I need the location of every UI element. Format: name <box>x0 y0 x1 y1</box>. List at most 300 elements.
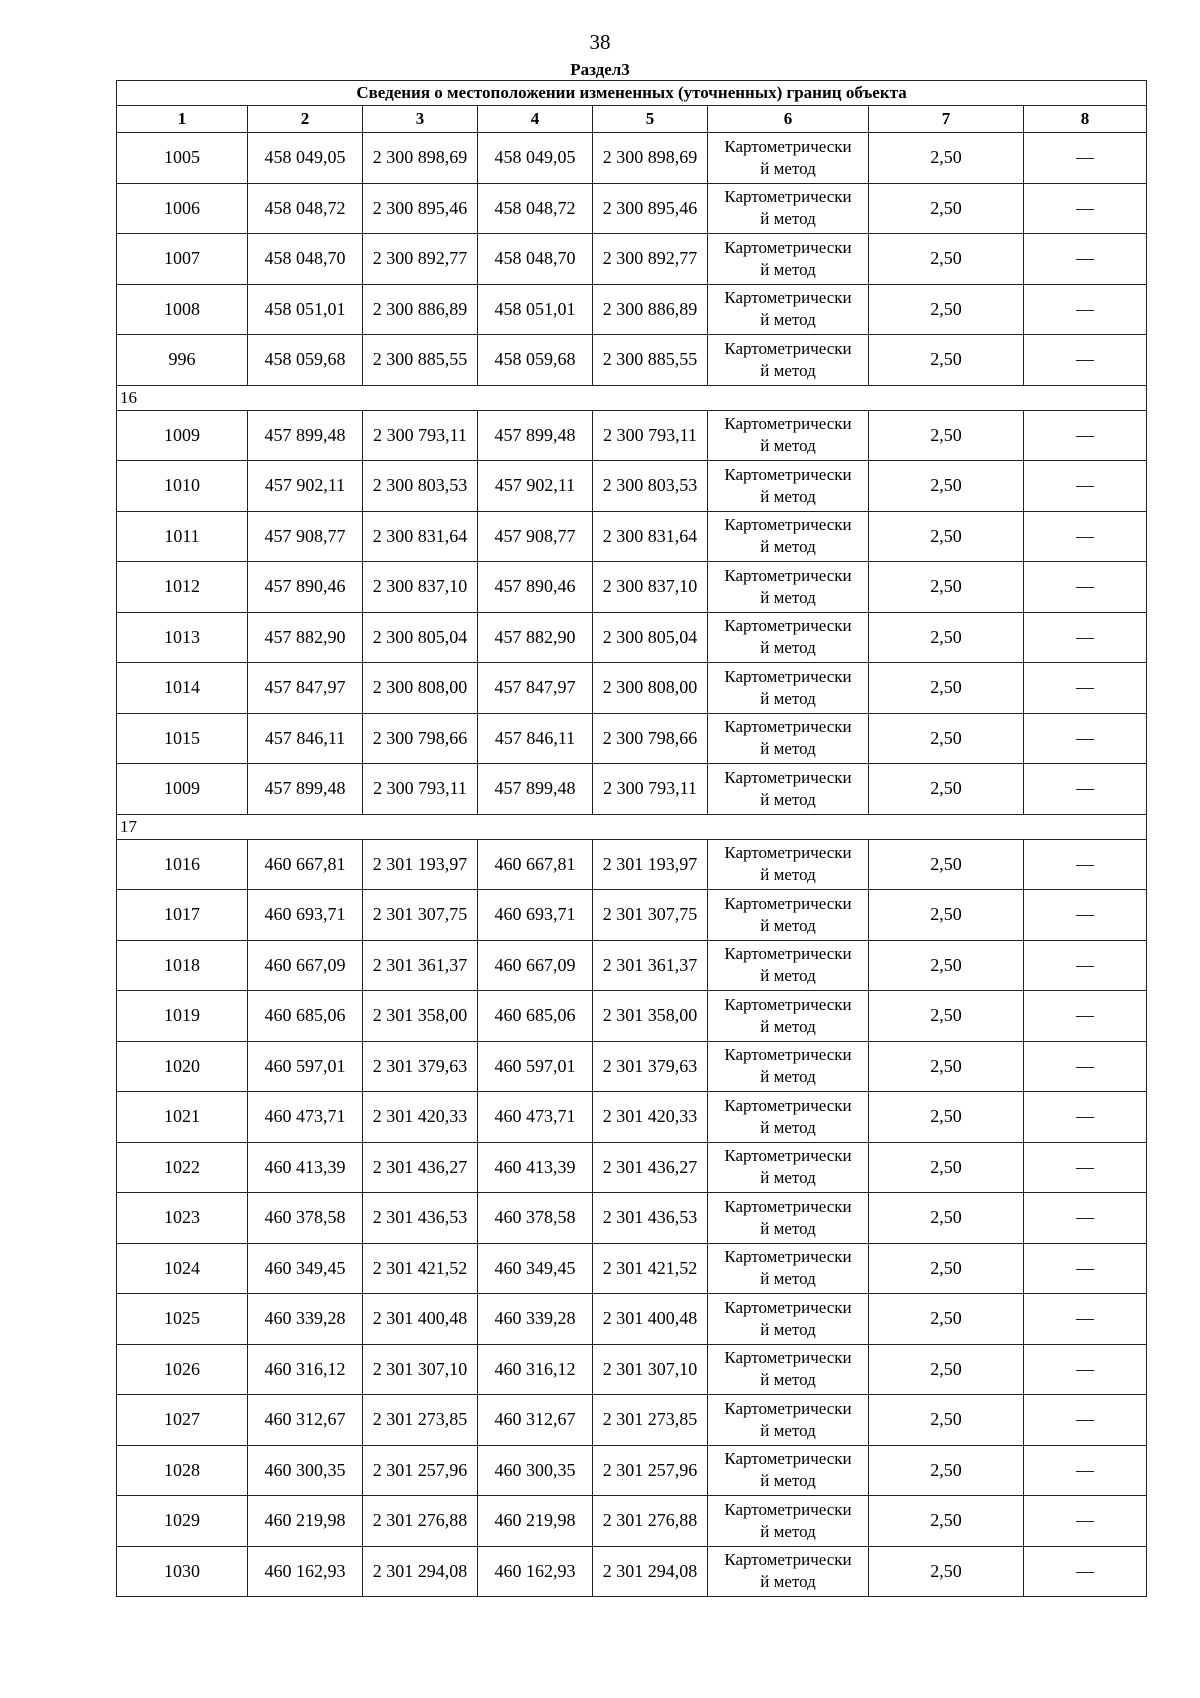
coord-y-existing-cell: 2 301 436,27 <box>363 1142 478 1193</box>
point-id-cell: 1014 <box>117 663 248 714</box>
coord-y-refined-cell: 2 301 276,88 <box>593 1496 708 1547</box>
table-row <box>117 562 1147 613</box>
group-header-row <box>117 814 1147 839</box>
coord-y-existing-cell: 2 301 361,37 <box>363 940 478 991</box>
table-row <box>117 713 1147 764</box>
accuracy-cell: 2,50 <box>869 612 1024 663</box>
method-line-2: й метод <box>760 537 816 557</box>
method-cell <box>708 1496 869 1547</box>
accuracy-cell: 2,50 <box>869 1193 1024 1244</box>
coord-x-refined-cell: 460 378,58 <box>478 1193 593 1244</box>
section-title: Раздел3 <box>570 60 630 79</box>
coord-x-existing-cell: 460 339,28 <box>248 1294 363 1345</box>
table-row <box>117 991 1147 1042</box>
method-cell <box>708 133 869 184</box>
point-id-cell: 1010 <box>117 461 248 512</box>
coord-y-existing-cell: 2 300 898,69 <box>363 133 478 184</box>
description-cell: — <box>1024 511 1147 562</box>
coord-y-existing-cell: 2 300 793,11 <box>363 410 478 461</box>
description-cell: — <box>1024 1445 1147 1496</box>
description-cell: — <box>1024 183 1147 234</box>
table-row <box>117 1344 1147 1395</box>
description-cell: — <box>1024 839 1147 890</box>
accuracy-cell: 2,50 <box>869 461 1024 512</box>
method-line-2: й метод <box>760 436 816 456</box>
table-row <box>117 410 1147 461</box>
coord-y-existing-cell: 2 300 798,66 <box>363 713 478 764</box>
coord-x-existing-cell: 460 300,35 <box>248 1445 363 1496</box>
coord-x-refined-cell: 460 413,39 <box>478 1142 593 1193</box>
method-line-2: й метод <box>760 1168 816 1188</box>
method-cell <box>708 1546 869 1597</box>
coord-y-refined-cell: 2 300 892,77 <box>593 234 708 285</box>
point-id-cell: 1026 <box>117 1344 248 1395</box>
group-number: 17 <box>117 814 1147 839</box>
coord-y-refined-cell: 2 300 898,69 <box>593 133 708 184</box>
group-header-row <box>117 385 1147 410</box>
coord-y-existing-cell: 2 301 420,33 <box>363 1092 478 1143</box>
point-id-cell: 1029 <box>117 1496 248 1547</box>
description-cell: — <box>1024 612 1147 663</box>
point-id-cell: 1021 <box>117 1092 248 1143</box>
group-number: 16 <box>117 385 1147 410</box>
method-line-2: й метод <box>760 1471 816 1491</box>
coord-y-refined-cell: 2 300 805,04 <box>593 612 708 663</box>
point-id-cell: 1020 <box>117 1041 248 1092</box>
coord-x-existing-cell: 460 667,81 <box>248 839 363 890</box>
accuracy-cell: 2,50 <box>869 183 1024 234</box>
method-line-2: й метод <box>760 1370 816 1390</box>
method-line-1: Картометрически <box>724 136 852 156</box>
coord-x-existing-cell: 458 048,70 <box>248 234 363 285</box>
point-id-cell: 1024 <box>117 1243 248 1294</box>
method-cell <box>708 991 869 1042</box>
method-line-2: й метод <box>760 360 816 380</box>
method-cell <box>708 335 869 386</box>
method-line-1: Картометрически <box>724 666 852 686</box>
accuracy-cell: 2,50 <box>869 1496 1024 1547</box>
method-line-2: й метод <box>760 865 816 885</box>
method-line-1: Картометрически <box>724 1146 852 1166</box>
coord-x-existing-cell: 458 049,05 <box>248 133 363 184</box>
point-id-cell: 1025 <box>117 1294 248 1345</box>
description-cell: — <box>1024 940 1147 991</box>
table-row <box>117 1294 1147 1345</box>
accuracy-cell: 2,50 <box>869 663 1024 714</box>
table-row <box>117 133 1147 184</box>
method-line-1: Картометрически <box>724 515 852 535</box>
coord-x-refined-cell: 460 597,01 <box>478 1041 593 1092</box>
coord-x-existing-cell: 457 882,90 <box>248 612 363 663</box>
method-line-1: Картометрически <box>724 1297 852 1317</box>
description-cell: — <box>1024 991 1147 1042</box>
accuracy-cell: 2,50 <box>869 839 1024 890</box>
table-body <box>117 133 1147 1597</box>
coord-y-existing-cell: 2 301 436,53 <box>363 1193 478 1244</box>
column-number-row <box>117 106 1147 133</box>
table-row <box>117 764 1147 815</box>
coord-x-refined-cell: 460 162,93 <box>478 1546 593 1597</box>
coord-x-refined-cell: 460 219,98 <box>478 1496 593 1547</box>
description-cell: — <box>1024 1142 1147 1193</box>
point-id-cell: 1019 <box>117 991 248 1042</box>
table-row <box>117 1243 1147 1294</box>
coord-y-existing-cell: 2 300 892,77 <box>363 234 478 285</box>
description-cell: — <box>1024 1041 1147 1092</box>
coord-x-refined-cell: 460 667,81 <box>478 839 593 890</box>
table-row <box>117 1193 1147 1244</box>
method-cell <box>708 890 869 941</box>
coord-x-existing-cell: 460 162,93 <box>248 1546 363 1597</box>
coord-y-refined-cell: 2 300 793,11 <box>593 410 708 461</box>
column-number: 6 <box>708 106 869 133</box>
accuracy-cell: 2,50 <box>869 133 1024 184</box>
method-cell <box>708 562 869 613</box>
coord-x-refined-cell: 460 667,09 <box>478 940 593 991</box>
accuracy-cell: 2,50 <box>869 1294 1024 1345</box>
point-id-cell: 1022 <box>117 1142 248 1193</box>
column-number: 8 <box>1024 106 1147 133</box>
description-cell: — <box>1024 234 1147 285</box>
description-cell: — <box>1024 1243 1147 1294</box>
coord-y-existing-cell: 2 301 257,96 <box>363 1445 478 1496</box>
description-cell: — <box>1024 1496 1147 1547</box>
method-cell <box>708 234 869 285</box>
accuracy-cell: 2,50 <box>869 1092 1024 1143</box>
coord-x-existing-cell: 457 899,48 <box>248 410 363 461</box>
coord-x-existing-cell: 460 597,01 <box>248 1041 363 1092</box>
method-line-2: й метод <box>760 259 816 279</box>
method-cell <box>708 461 869 512</box>
column-number: 7 <box>869 106 1024 133</box>
method-line-2: й метод <box>760 1319 816 1339</box>
point-id-cell: 1009 <box>117 410 248 461</box>
point-id-cell: 1013 <box>117 612 248 663</box>
method-cell <box>708 1445 869 1496</box>
table-row <box>117 1395 1147 1446</box>
coord-y-refined-cell: 2 301 257,96 <box>593 1445 708 1496</box>
coord-x-refined-cell: 460 339,28 <box>478 1294 593 1345</box>
coord-x-refined-cell: 458 051,01 <box>478 284 593 335</box>
point-id-cell: 1011 <box>117 511 248 562</box>
coord-y-refined-cell: 2 301 420,33 <box>593 1092 708 1143</box>
method-line-2: й метод <box>760 1269 816 1289</box>
method-line-1: Картометрически <box>724 1095 852 1115</box>
column-number: 3 <box>363 106 478 133</box>
point-id-cell: 1027 <box>117 1395 248 1446</box>
point-id-cell: 1009 <box>117 764 248 815</box>
description-cell: — <box>1024 713 1147 764</box>
method-line-2: й метод <box>760 310 816 330</box>
accuracy-cell: 2,50 <box>869 890 1024 941</box>
method-line-1: Картометрически <box>724 1398 852 1418</box>
method-line-2: й метод <box>760 739 816 759</box>
table-row <box>117 1041 1147 1092</box>
coord-y-refined-cell: 2 300 886,89 <box>593 284 708 335</box>
method-line-1: Картометрически <box>724 717 852 737</box>
point-id-cell: 1006 <box>117 183 248 234</box>
coord-x-refined-cell: 460 473,71 <box>478 1092 593 1143</box>
point-id-cell: 996 <box>117 335 248 386</box>
coord-x-existing-cell: 458 051,01 <box>248 284 363 335</box>
coord-y-refined-cell: 2 300 793,11 <box>593 764 708 815</box>
coord-y-refined-cell: 2 300 885,55 <box>593 335 708 386</box>
method-cell <box>708 1395 869 1446</box>
accuracy-cell: 2,50 <box>869 1445 1024 1496</box>
coord-x-existing-cell: 460 349,45 <box>248 1243 363 1294</box>
method-line-2: й метод <box>760 1572 816 1592</box>
description-cell: — <box>1024 663 1147 714</box>
table-row <box>117 663 1147 714</box>
description-cell: — <box>1024 1193 1147 1244</box>
method-cell <box>708 663 869 714</box>
method-line-1: Картометрически <box>724 565 852 585</box>
page-number: 38 <box>589 30 611 54</box>
coord-x-refined-cell: 458 048,72 <box>478 183 593 234</box>
coord-y-refined-cell: 2 300 803,53 <box>593 461 708 512</box>
coord-y-refined-cell: 2 301 358,00 <box>593 991 708 1042</box>
coord-y-existing-cell: 2 300 803,53 <box>363 461 478 512</box>
coord-y-existing-cell: 2 301 193,97 <box>363 839 478 890</box>
point-id-cell: 1023 <box>117 1193 248 1244</box>
point-id-cell: 1028 <box>117 1445 248 1496</box>
method-line-2: й метод <box>760 1521 816 1541</box>
description-cell: — <box>1024 1092 1147 1143</box>
method-line-1: Картометрически <box>724 187 852 207</box>
table-row <box>117 890 1147 941</box>
coord-x-existing-cell: 457 847,97 <box>248 663 363 714</box>
coord-y-existing-cell: 2 301 400,48 <box>363 1294 478 1345</box>
coord-x-refined-cell: 460 312,67 <box>478 1395 593 1446</box>
accuracy-cell: 2,50 <box>869 234 1024 285</box>
method-line-1: Картометрически <box>724 893 852 913</box>
description-cell: — <box>1024 410 1147 461</box>
accuracy-cell: 2,50 <box>869 991 1024 1042</box>
accuracy-cell: 2,50 <box>869 940 1024 991</box>
accuracy-cell: 2,50 <box>869 1243 1024 1294</box>
coord-x-refined-cell: 460 685,06 <box>478 991 593 1042</box>
coord-y-refined-cell: 2 300 837,10 <box>593 562 708 613</box>
coord-y-refined-cell: 2 301 193,97 <box>593 839 708 890</box>
coord-x-existing-cell: 457 902,11 <box>248 461 363 512</box>
method-line-2: й метод <box>760 209 816 229</box>
coord-x-existing-cell: 460 667,09 <box>248 940 363 991</box>
method-cell <box>708 1193 869 1244</box>
coord-x-refined-cell: 457 847,97 <box>478 663 593 714</box>
coord-x-existing-cell: 460 219,98 <box>248 1496 363 1547</box>
coord-x-refined-cell: 458 048,70 <box>478 234 593 285</box>
method-line-1: Картометрически <box>724 288 852 308</box>
coord-y-refined-cell: 2 301 294,08 <box>593 1546 708 1597</box>
method-line-1: Картометрически <box>724 414 852 434</box>
table-row <box>117 839 1147 890</box>
description-cell: — <box>1024 1294 1147 1345</box>
method-line-2: й метод <box>760 1117 816 1137</box>
method-cell <box>708 284 869 335</box>
coord-x-existing-cell: 460 413,39 <box>248 1142 363 1193</box>
column-number: 2 <box>248 106 363 133</box>
coord-x-refined-cell: 460 300,35 <box>478 1445 593 1496</box>
coord-y-existing-cell: 2 301 273,85 <box>363 1395 478 1446</box>
point-id-cell: 1005 <box>117 133 248 184</box>
description-cell: — <box>1024 890 1147 941</box>
coord-x-existing-cell: 457 908,77 <box>248 511 363 562</box>
coord-y-existing-cell: 2 300 808,00 <box>363 663 478 714</box>
coord-y-existing-cell: 2 301 421,52 <box>363 1243 478 1294</box>
method-line-1: Картометрически <box>724 338 852 358</box>
coord-x-existing-cell: 457 899,48 <box>248 764 363 815</box>
boundary-points-table <box>116 80 1147 1597</box>
method-line-2: й метод <box>760 486 816 506</box>
point-id-cell: 1012 <box>117 562 248 613</box>
point-id-cell: 1007 <box>117 234 248 285</box>
method-line-2: й метод <box>760 966 816 986</box>
accuracy-cell: 2,50 <box>869 1546 1024 1597</box>
coord-y-existing-cell: 2 301 307,75 <box>363 890 478 941</box>
coord-y-refined-cell: 2 300 798,66 <box>593 713 708 764</box>
method-line-1: Картометрически <box>724 1449 852 1469</box>
coord-y-existing-cell: 2 300 805,04 <box>363 612 478 663</box>
coord-x-existing-cell: 460 312,67 <box>248 1395 363 1446</box>
coord-x-refined-cell: 457 882,90 <box>478 612 593 663</box>
table-row <box>117 1496 1147 1547</box>
table-row <box>117 1142 1147 1193</box>
column-number: 1 <box>117 106 248 133</box>
accuracy-cell: 2,50 <box>869 410 1024 461</box>
method-line-2: й метод <box>760 158 816 178</box>
table-caption: Сведения о местоположении измененных (уточненных) границ объекта <box>117 81 1147 106</box>
table-row <box>117 1092 1147 1143</box>
method-line-1: Картометрически <box>724 1247 852 1267</box>
method-cell <box>708 1294 869 1345</box>
accuracy-cell: 2,50 <box>869 511 1024 562</box>
column-number: 4 <box>478 106 593 133</box>
accuracy-cell: 2,50 <box>869 713 1024 764</box>
accuracy-cell: 2,50 <box>869 1142 1024 1193</box>
method-line-1: Картометрически <box>724 1550 852 1570</box>
method-line-2: й метод <box>760 1218 816 1238</box>
method-line-1: Картометрически <box>724 1348 852 1368</box>
method-cell <box>708 511 869 562</box>
point-id-cell: 1017 <box>117 890 248 941</box>
coord-y-existing-cell: 2 300 837,10 <box>363 562 478 613</box>
accuracy-cell: 2,50 <box>869 335 1024 386</box>
accuracy-cell: 2,50 <box>869 284 1024 335</box>
coord-y-existing-cell: 2 301 294,08 <box>363 1546 478 1597</box>
method-cell <box>708 1142 869 1193</box>
coord-x-existing-cell: 460 378,58 <box>248 1193 363 1244</box>
coord-x-existing-cell: 458 048,72 <box>248 183 363 234</box>
coord-x-refined-cell: 457 890,46 <box>478 562 593 613</box>
coord-x-refined-cell: 457 846,11 <box>478 713 593 764</box>
method-line-1: Картометрически <box>724 616 852 636</box>
method-line-1: Картометрически <box>724 1045 852 1065</box>
description-cell: — <box>1024 335 1147 386</box>
coord-y-refined-cell: 2 301 421,52 <box>593 1243 708 1294</box>
coord-x-refined-cell: 460 693,71 <box>478 890 593 941</box>
coord-y-existing-cell: 2 300 895,46 <box>363 183 478 234</box>
table-row <box>117 1445 1147 1496</box>
method-line-2: й метод <box>760 1016 816 1036</box>
method-line-2: й метод <box>760 1067 816 1087</box>
accuracy-cell: 2,50 <box>869 562 1024 613</box>
accuracy-cell: 2,50 <box>869 1395 1024 1446</box>
coord-x-refined-cell: 457 902,11 <box>478 461 593 512</box>
accuracy-cell: 2,50 <box>869 1041 1024 1092</box>
coord-x-existing-cell: 457 890,46 <box>248 562 363 613</box>
point-id-cell: 1018 <box>117 940 248 991</box>
description-cell: — <box>1024 1546 1147 1597</box>
description-cell: — <box>1024 562 1147 613</box>
method-line-2: й метод <box>760 587 816 607</box>
table-row <box>117 335 1147 386</box>
method-cell <box>708 764 869 815</box>
coord-y-existing-cell: 2 300 831,64 <box>363 511 478 562</box>
table-row <box>117 511 1147 562</box>
method-line-1: Картометрически <box>724 994 852 1014</box>
table-row <box>117 940 1147 991</box>
coord-y-refined-cell: 2 301 379,63 <box>593 1041 708 1092</box>
coord-x-refined-cell: 457 908,77 <box>478 511 593 562</box>
column-number: 5 <box>593 106 708 133</box>
table-row <box>117 461 1147 512</box>
description-cell: — <box>1024 284 1147 335</box>
coord-y-existing-cell: 2 301 379,63 <box>363 1041 478 1092</box>
description-cell: — <box>1024 1344 1147 1395</box>
method-cell <box>708 940 869 991</box>
coord-x-existing-cell: 460 693,71 <box>248 890 363 941</box>
table-row <box>117 612 1147 663</box>
coord-x-refined-cell: 458 049,05 <box>478 133 593 184</box>
accuracy-cell: 2,50 <box>869 764 1024 815</box>
table-row <box>117 1546 1147 1597</box>
coord-x-existing-cell: 457 846,11 <box>248 713 363 764</box>
table-row <box>117 183 1147 234</box>
method-line-2: й метод <box>760 638 816 658</box>
method-line-2: й метод <box>760 688 816 708</box>
point-id-cell: 1015 <box>117 713 248 764</box>
coord-y-refined-cell: 2 300 831,64 <box>593 511 708 562</box>
description-cell: — <box>1024 461 1147 512</box>
coord-y-refined-cell: 2 301 436,53 <box>593 1193 708 1244</box>
method-line-1: Картометрически <box>724 1499 852 1519</box>
coord-x-existing-cell: 458 059,68 <box>248 335 363 386</box>
coord-x-refined-cell: 457 899,48 <box>478 764 593 815</box>
coord-y-existing-cell: 2 300 793,11 <box>363 764 478 815</box>
method-cell <box>708 612 869 663</box>
coord-x-refined-cell: 460 349,45 <box>478 1243 593 1294</box>
method-cell <box>708 713 869 764</box>
method-line-1: Картометрически <box>724 944 852 964</box>
coord-y-existing-cell: 2 301 358,00 <box>363 991 478 1042</box>
coord-x-refined-cell: 460 316,12 <box>478 1344 593 1395</box>
description-cell: — <box>1024 1395 1147 1446</box>
coord-y-refined-cell: 2 301 436,27 <box>593 1142 708 1193</box>
coord-x-existing-cell: 460 473,71 <box>248 1092 363 1143</box>
coord-y-refined-cell: 2 301 307,75 <box>593 890 708 941</box>
coord-y-existing-cell: 2 300 885,55 <box>363 335 478 386</box>
method-line-2: й метод <box>760 915 816 935</box>
method-cell <box>708 183 869 234</box>
table-row <box>117 234 1147 285</box>
table-row <box>117 284 1147 335</box>
method-line-2: й метод <box>760 1420 816 1440</box>
coord-y-refined-cell: 2 301 400,48 <box>593 1294 708 1345</box>
method-line-1: Картометрически <box>724 843 852 863</box>
coord-y-existing-cell: 2 301 276,88 <box>363 1496 478 1547</box>
method-cell <box>708 1243 869 1294</box>
method-line-1: Картометрически <box>724 1196 852 1216</box>
